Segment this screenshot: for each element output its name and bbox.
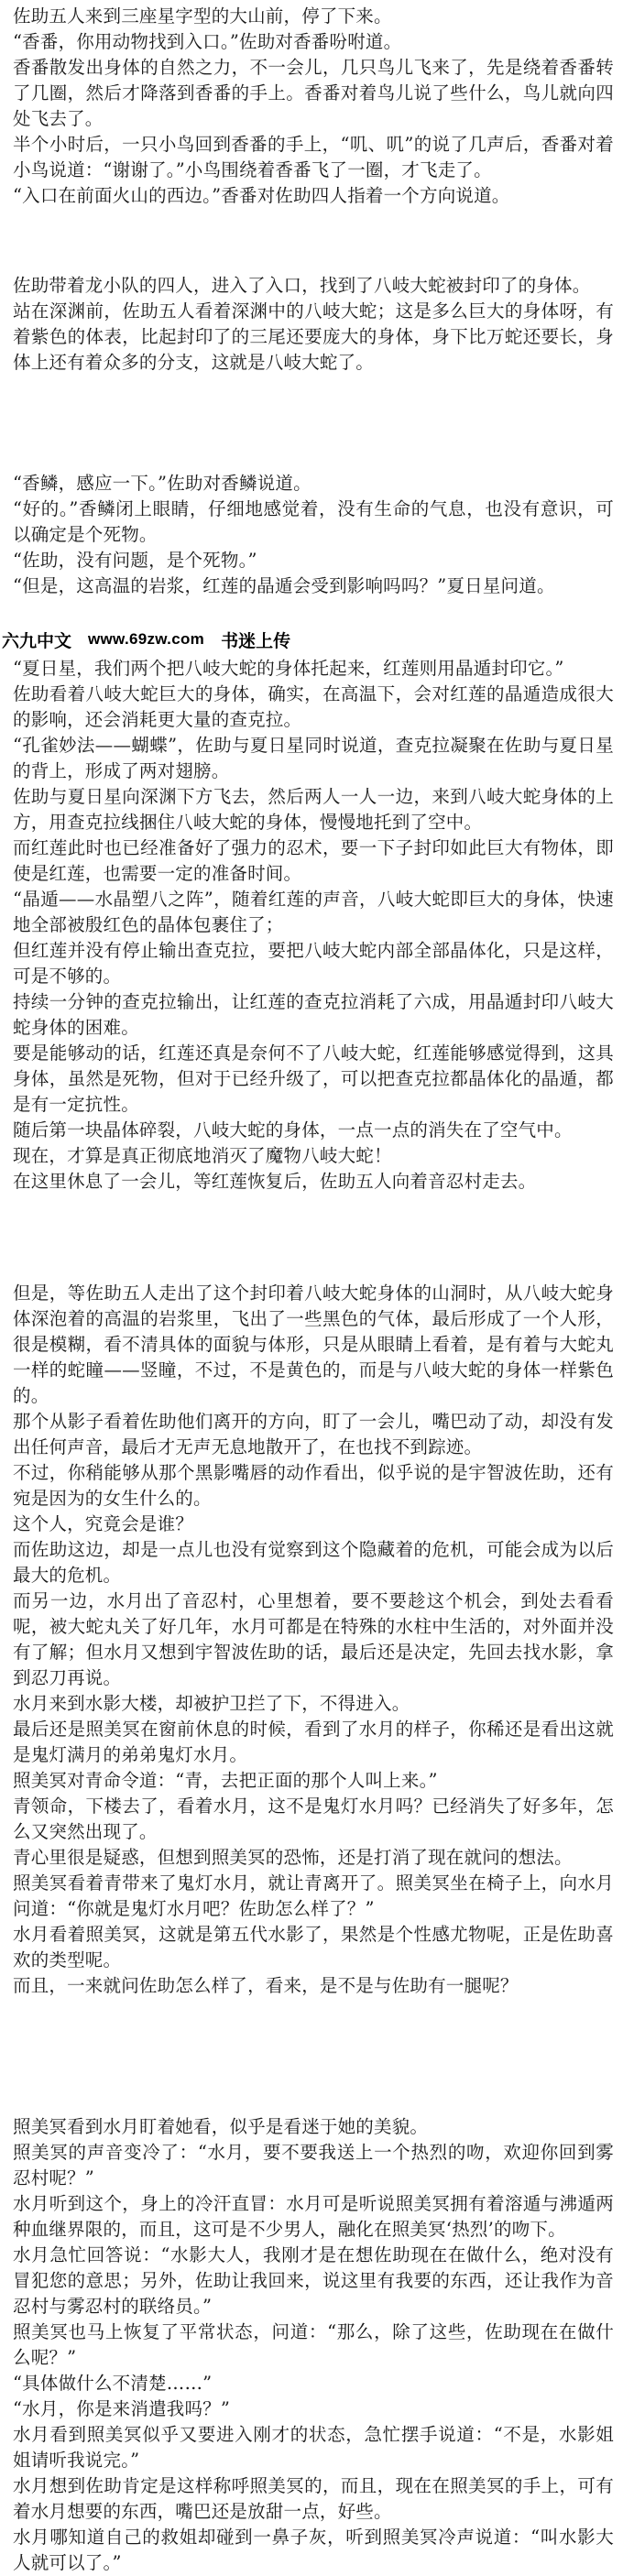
paragraph: 现在，才算是真正彻底地消灭了魔物八岐大蛇！: [13, 1145, 392, 1166]
text-block-3a: [13, 471, 614, 599]
paragraph: 香番散发出身体的自然之力，不一会儿，几只鸟儿飞来了，先是绕着香番转了几圈，然后才降落到香番的手上。香番对着鸟儿说了些什么，鸟儿就向四处飞去了。: [13, 57, 614, 129]
watermark-slogan: 书迷上传: [221, 631, 291, 651]
paragraph: 水月哪知道自己的救姐却碰到一鼻子灰，听到照美冥冷声说道：“叫水影大人就可以了。”: [13, 2527, 614, 2573]
paragraph: 水月来到水影大楼，却被护卫拦了下，不得进入。: [13, 1693, 410, 1714]
paragraph: “入口在前面火山的西边。”香番对佐助四人指着一个方向说道。: [13, 185, 510, 206]
paragraph: 半个小时后，一只小鸟回到香番的手上，“叽、叽”的说了几声后，香番对着小鸟说道：“谢谢了。”小鸟围绕着香番飞了一圈，才飞走了。: [13, 134, 614, 180]
paragraph: “但是，这高温的岩浆，红莲的晶遁会受到影响吗吗？”夏日星问道。: [13, 575, 555, 596]
paragraph: “晶遁——水晶塑八之阵”，随着红莲的声音，八岐大蛇即巨大的身体，快速地全部被殷红色的晶体包裹住了；: [13, 889, 614, 935]
paragraph: 持续一分钟的查克拉输出，让红莲的查克拉消耗了六成，用晶遁封印八岐大蛇身体的困难。: [13, 991, 614, 1038]
paragraph: “香番，你用动物找到入口。”佐助对香番吩咐道。: [13, 31, 402, 52]
paragraph: 照美冥看着青带来了鬼灯水月，就让青离开了。照美冥坐在椅子上，向水月问道：“你就是鬼灯水月吧？佐助怎么样了？”: [13, 1872, 614, 1919]
text-block-1: [13, 4, 614, 209]
paragraph: 水月听到这个，身上的冷汗直冒：水月可是听说照美冥拥有着溶遁与沸遁两种血继界限的，而且，这可是不少男人，融化在照美冥‘热烈’的吻下。: [13, 2193, 614, 2240]
paragraph: 而且，一来就问佐助怎么样了，看来，是不是与佐助有一腿呢？: [13, 1975, 519, 1996]
paragraph: 在这里休息了一会儿，等红莲恢复后，佐助五人向着音忍村走去。: [13, 1171, 537, 1192]
paragraph: 佐助带着龙小队的四人，进入了入口，找到了八岐大蛇被封印了的身体。: [13, 275, 591, 296]
watermark-url: www.69zw.com: [88, 630, 205, 648]
paragraph: 那个从影子看着佐助他们离开的方向，盯了一会儿，嘴巴动了动，却没有发出任何声音，最后才无声无息地散开了，在也找不到踪迹。: [13, 1411, 614, 1457]
paragraph: 照美冥对青命令道：“青，去把正面的那个人叫上来。”: [13, 1770, 438, 1791]
paragraph: “具体做什么不清楚……”: [13, 2373, 213, 2394]
paragraph: 佐助五人来到三座星字型的大山前，停了下来。: [13, 5, 392, 27]
paragraph: 照美冥看到水月盯着她看，似乎是看迷于她的美貌。: [13, 2116, 429, 2137]
paragraph: “好的。”香鳞闭上眼睛，仔细地感觉着，没有生命的气息，也没有意识，可以确定是个死物。: [13, 498, 614, 545]
text-block-5: [13, 2114, 614, 2576]
paragraph: 但红莲并没有停止输出查克拉，要把八岐大蛇内部全部晶体化，只是这样，可是不够的。: [13, 940, 614, 987]
paragraph: “香鳞，感应一下。”佐助对香鳞说道。: [13, 473, 312, 494]
paragraph: 水月急忙回答说：“水影大人，我刚才是在想佐助现在在做什么，绝对没有冒犯您的意思；另外，佐助让我回来，说这里有我要的东西，还让我作为音忍村与雾忍村的联络员。”: [13, 2244, 614, 2317]
paragraph: 水月看着照美冥，这就是第五代水影了，果然是个性感尤物呢，正是佐助喜欢的类型呢。: [13, 1924, 614, 1970]
paragraph: 随后第一块晶体碎裂，八岐大蛇的身体，一点一点的消失在了空气中。: [13, 1119, 573, 1141]
paragraph: 而佐助这边，却是一点儿也没有觉察到这个隐藏着的危机，可能会成为以后最大的危机。: [13, 1539, 614, 1586]
paragraph: “水月，你是来消遣我吗？”: [13, 2398, 231, 2419]
paragraph: “佐助，没有问题，是个死物。”: [13, 550, 257, 571]
paragraph: 但是，等佐助五人走出了这个封印着八岐大蛇身体的山洞时，从八岐大蛇身体深泡着的高温的岩浆里，飞出了一些黑色的气体，最后形成了一个人形，很是模糊，看不清具体的面貌与体形，只是从眼睛上看着，是有着与大蛇丸一样的蛇瞳——竖瞳，不过，不是黄色的，而是与八岐大蛇的身体一样紫色的。: [13, 1283, 614, 1406]
paragraph: 照美冥也马上恢复了平常状态，问道：“那么，除了这些，佐助现在在做什么呢？”: [13, 2321, 614, 2368]
watermark-site-name: 六九中文: [2, 631, 72, 651]
text-block-2: [13, 273, 614, 376]
paragraph: 这个人，究竟会是谁？: [13, 1513, 194, 1534]
paragraph: 青心里很是疑惑，但想到照美冥的恐怖，还是打消了现在就问的想法。: [13, 1847, 573, 1868]
paragraph: 站在深渊前，佐助五人看着深渊中的八岐大蛇；这是多么巨大的身体呀，有着紫色的体表，比起封印了的三尾还要庞大的身体，身下比万蛇还要长，身体上还有着众多的分支，这就是八岐大蛇了。: [13, 300, 614, 373]
paragraph: 而另一边，水月出了音忍村，心里想着，要不要趁这个机会，到处去看看呢，被大蛇丸关了好几年，水月可都是在特殊的水柱中生活的，对外面并没有了解；但水月又想到宇智波佐助的话，最后还是决定，先回去找水影，拿到忍刀再说。: [13, 1590, 614, 1688]
text-block-4: [13, 1281, 614, 1999]
paragraph: 佐助看着八岐大蛇巨大的身体，确实，在高温下，会对红莲的晶遁造成很大的影响，还会消耗更大量的查克拉。: [13, 683, 614, 730]
paragraph: 不过，你稍能够从那个黑影嘴唇的动作看出，似乎说的是宇智波佐助，还有宛是因为的女生什么的。: [13, 1462, 614, 1509]
paragraph: 而红莲此时也已经准备好了强力的忍术，要一下子封印如此巨大有物体，即使是红莲，也需要一定的准备时间。: [13, 837, 614, 884]
paragraph: 佐助与夏日星向深渊下方飞去，然后两人一人一边，来到八岐大蛇身体的上方，用查克拉线捆住八岐大蛇的身体，慢慢地托到了空中。: [13, 786, 614, 833]
paragraph: “孔雀妙法——蝴蝶”，佐助与夏日星同时说道，查克拉凝聚在佐助与夏日星的背上，形成了两对翅膀。: [13, 735, 614, 781]
paragraph: 最后还是照美冥在窗前休息的时候，看到了水月的样子，你稀还是看出这就是鬼灯满月的弟弟鬼灯水月。: [13, 1719, 614, 1765]
watermark-banner: [0, 626, 623, 653]
paragraph: 水月看到照美冥似乎又要进入刚才的状态，急忙摆手说道：“不是，水影姐姐请听我说完。”: [13, 2424, 614, 2471]
text-block-3b: [13, 656, 614, 1195]
paragraph: 水月想到佐助肯定是这样称呼照美冥的，而且，现在在照美冥的手上，可有着水月想要的东西，嘴巴还是放甜一点，好些。: [13, 2475, 614, 2522]
paragraph: 要是能够动的话，红莲还真是奈何不了八岐大蛇，红莲能够感觉得到，这具身体，虽然是死物，但对于已经升级了，可以把查克拉都晶体化的晶遁，都是有一定抗性。: [13, 1042, 614, 1115]
paragraph: 照美冥的声音变冷了：“水月，要不要我送上一个热烈的吻，欢迎你回到雾忍村呢？”: [13, 2142, 614, 2189]
paragraph: 青领命，下楼去了，看着水月，这不是鬼灯水月吗？已经消失了好多年，怎么又突然出现了。: [13, 1796, 614, 1842]
paragraph: “夏日星，我们两个把八岐大蛇的身体托起来，红莲则用晶遁封印它。”: [13, 658, 564, 679]
